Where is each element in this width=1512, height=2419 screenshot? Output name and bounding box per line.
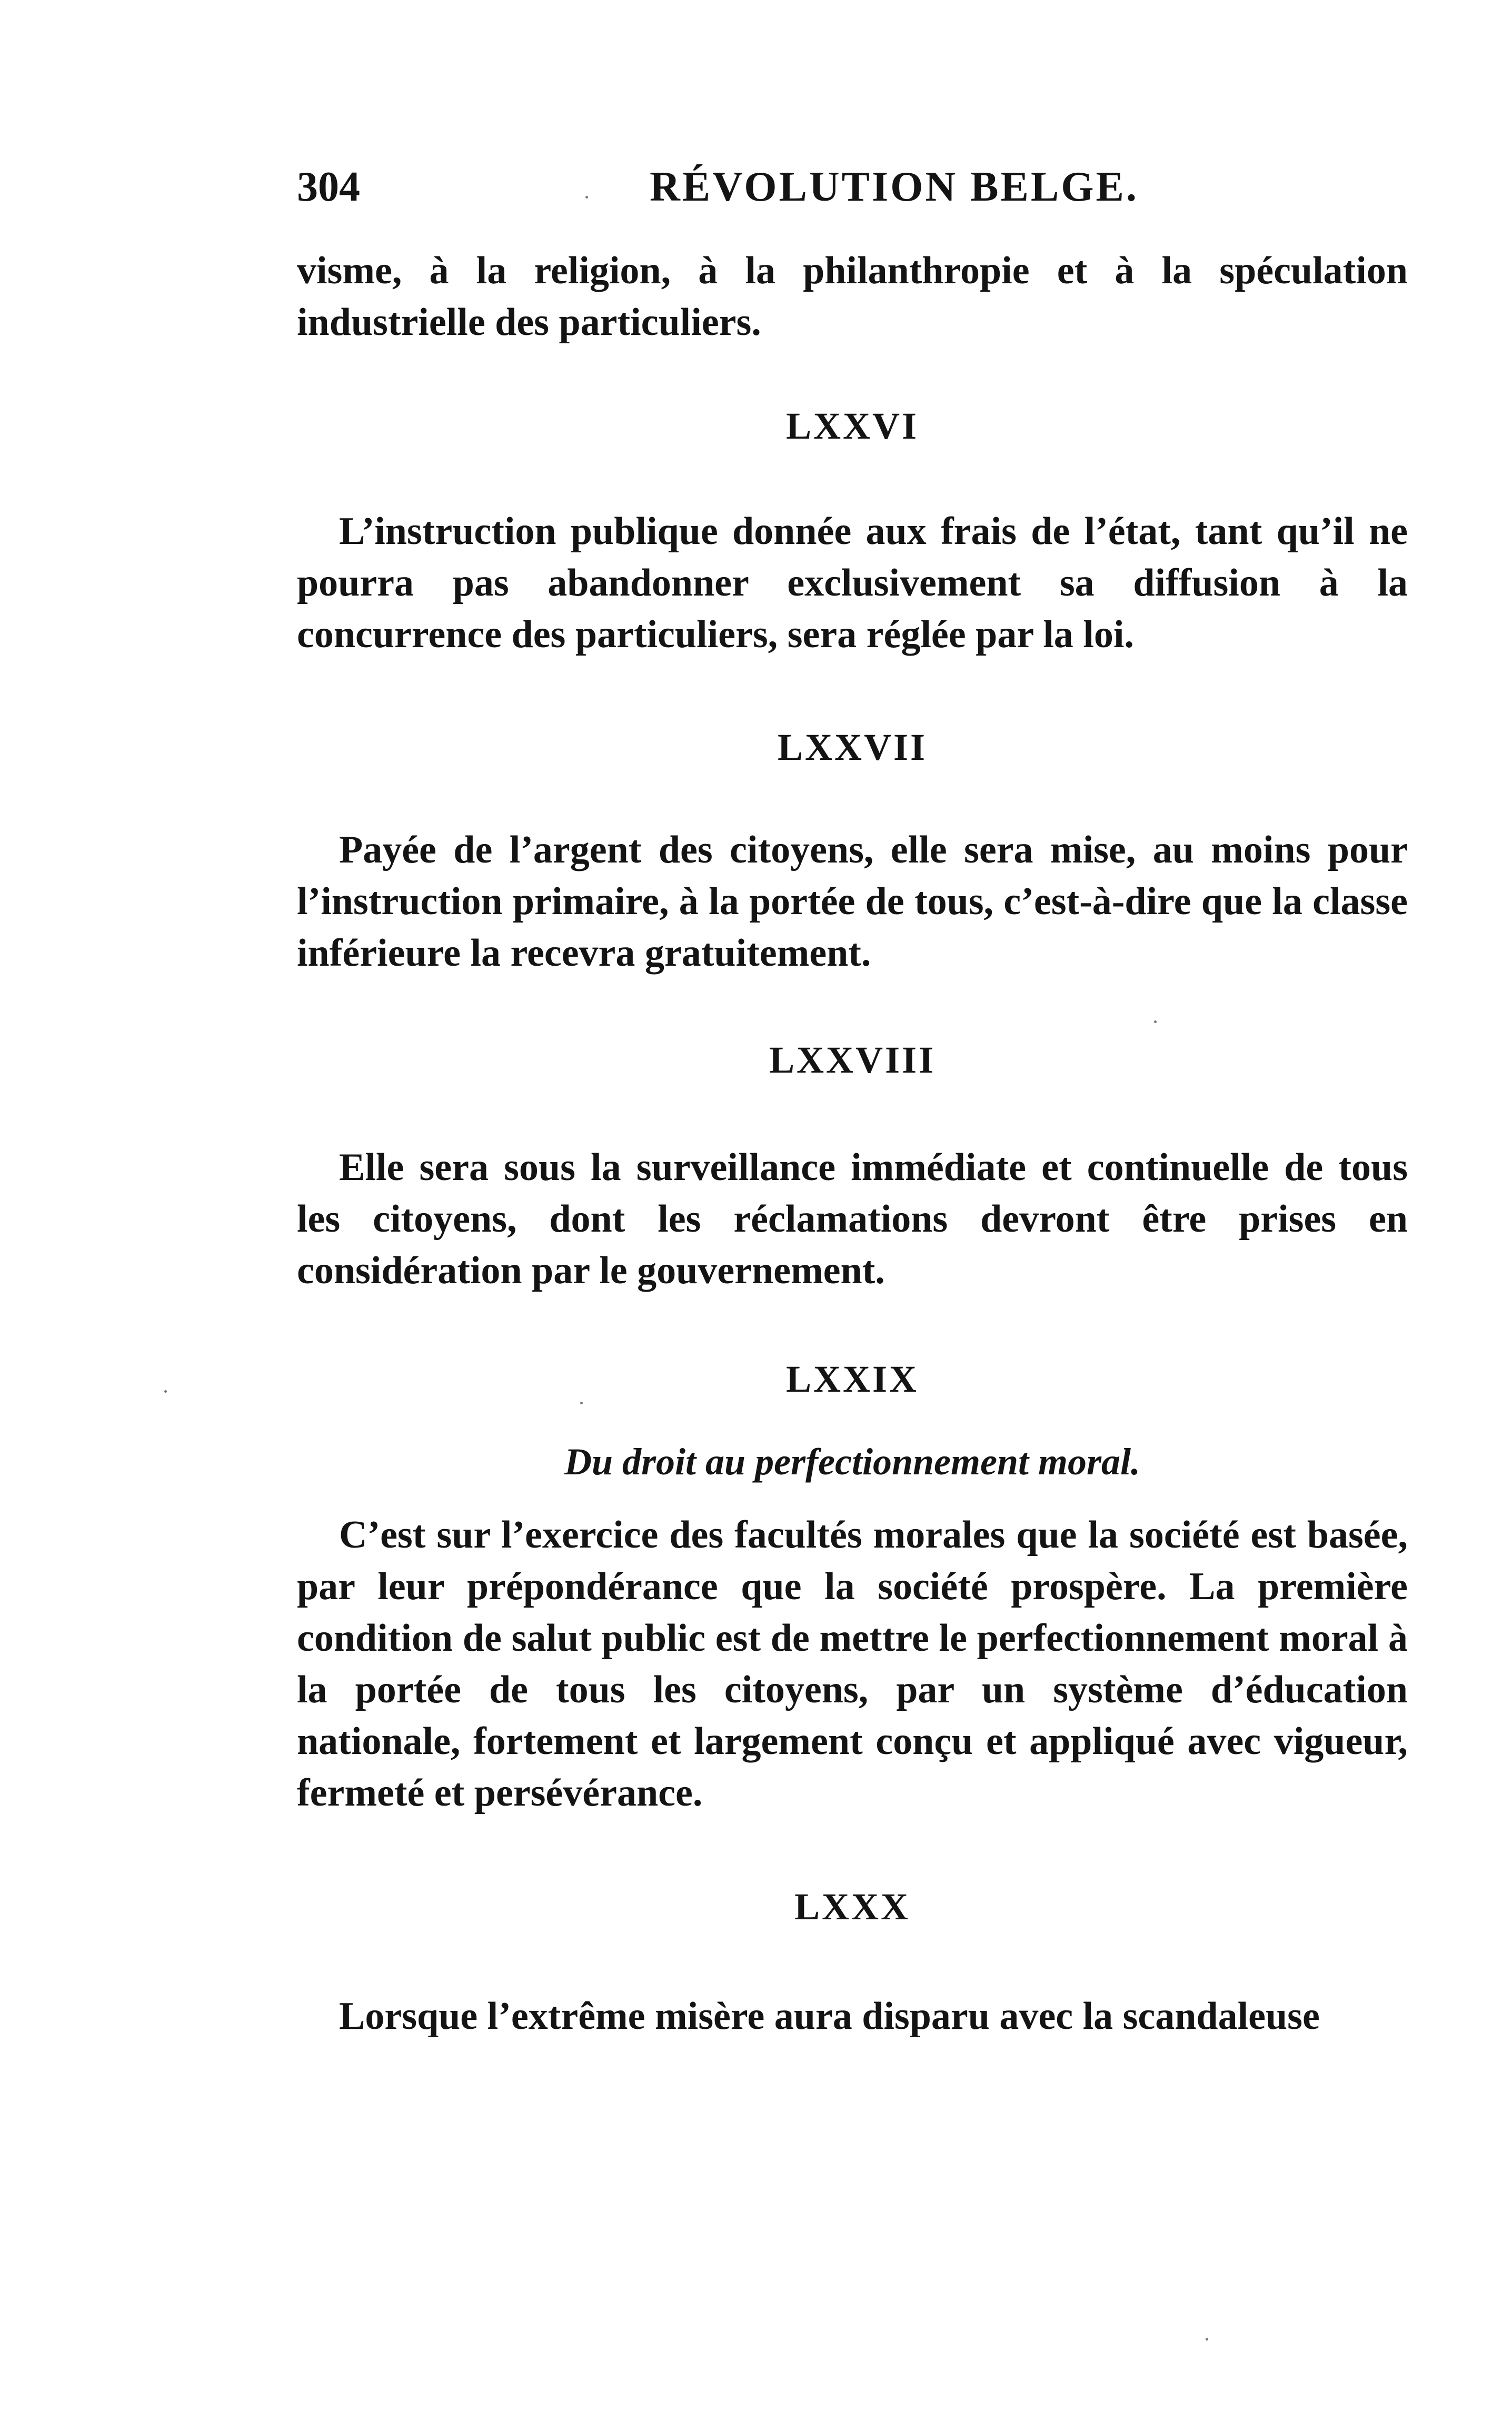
- running-title: RÉVOLUTION BELGE.: [650, 164, 1139, 210]
- article-subtitle-lxxix: Du droit au perfectionnement moral.: [564, 1441, 1141, 1483]
- page-number: 304: [297, 164, 360, 210]
- print-speck: [585, 196, 588, 199]
- continuation-paragraph: visme, à la religion, à la philanthropie et à la spéculation industrielle des particuliers.: [297, 249, 1408, 344]
- print-speck: [1154, 1020, 1157, 1023]
- article-text-lxxviii: Elle sera sous la surveillance immédiate et continuelle de tous les citoyens, dont les réclamations devront être prises en considération par le gouvernement.: [297, 1146, 1408, 1292]
- article-heading-lxxx: LXXX: [794, 1886, 910, 1928]
- article-text-lxxvi: L’instruction publique donnée aux frais de l’état, tant qu’il ne pourra pas abandonner exclusivement sa diffusion à la concurrence des particuliers, sera réglée par la loi.: [297, 510, 1408, 656]
- print-speck: [580, 1402, 583, 1404]
- running-header: [297, 163, 1408, 216]
- article-heading-lxxvi: LXXVI: [785, 405, 919, 447]
- article-text-lxxx: Lorsque l’extrême misère aura disparu avec la scandaleuse: [339, 1995, 1320, 2038]
- print-speck: [164, 1390, 167, 1393]
- article-text-lxxvii: Payée de l’argent des citoyens, elle sera mise, au moins pour l’instruction primaire, à la portée de tous, c’est-à-dire que la classe inférieure la recevra gratuitement.: [297, 828, 1408, 975]
- article-text-lxxix: C’est sur l’exercice des facultés morales que la société est basée, par leur prépondérance que la société prospère. La première condition de salut public est de mettre le perfectionnement moral à la portée de tous les citoyens, par un système d’éducation nationale, fortement et largement conçu et appliqué avec vigueur, fermeté et persévérance.: [297, 1513, 1408, 1815]
- article-heading-lxxviii: LXXVIII: [769, 1039, 936, 1081]
- article-heading-lxxix: LXXIX: [785, 1358, 919, 1400]
- article-heading-lxxvii: LXXVII: [777, 726, 928, 768]
- print-speck: [1206, 2338, 1208, 2341]
